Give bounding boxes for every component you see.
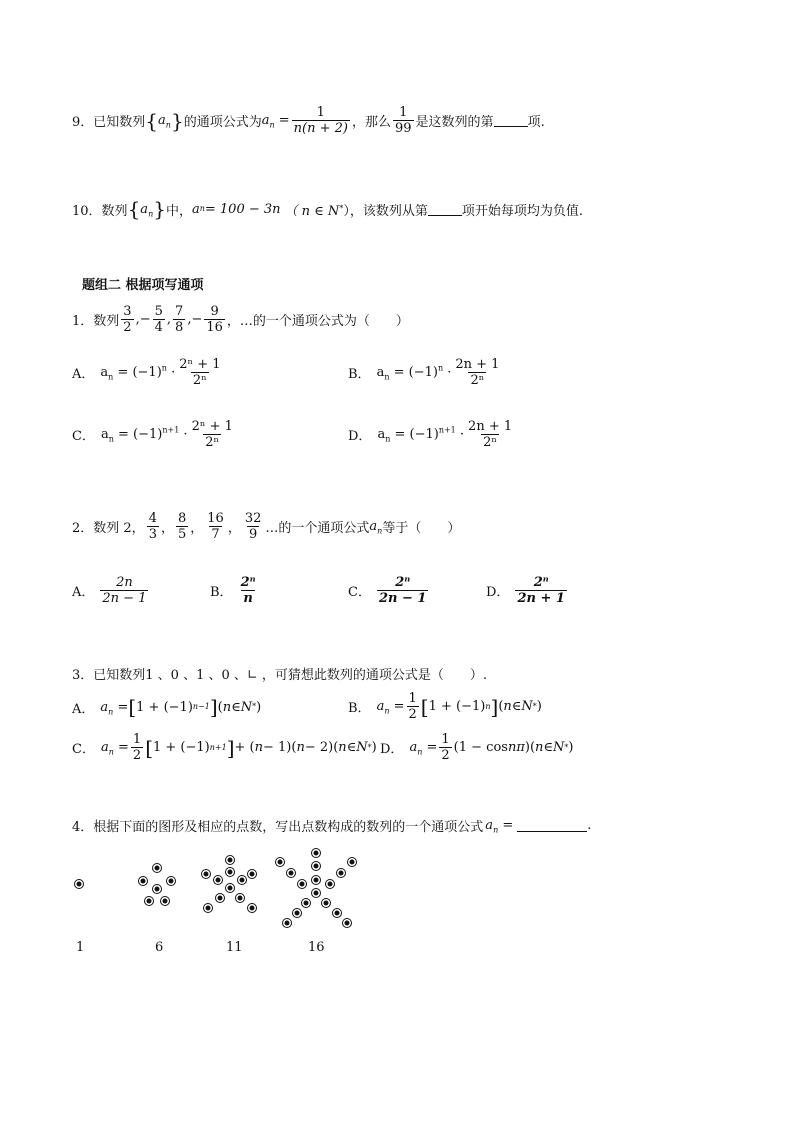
dot xyxy=(226,868,234,876)
answer-blank[interactable] xyxy=(494,114,528,127)
question-number: 9． xyxy=(72,115,94,131)
sequence-term: $\frac{32}{9}$ xyxy=(244,511,262,542)
dot xyxy=(226,856,234,864)
dot-count-label: 6 xyxy=(155,940,164,955)
dot xyxy=(312,862,320,870)
question-number: 10． xyxy=(72,203,102,219)
option-fraction: $\frac{\text{2ⁿ}}{2n + 1}$ xyxy=(517,575,565,606)
problem-number: 3． xyxy=(72,668,94,683)
dot xyxy=(298,880,306,888)
problem-text: 根据下面的图形及相应的点数，写出点数构成的数列的一个通项公式 xyxy=(93,820,484,835)
value-fraction: $\frac{1}{99}$ xyxy=(395,105,412,136)
sequence-term: $\frac{4}{3}$ xyxy=(148,511,157,542)
answer-blank[interactable] xyxy=(517,819,587,832)
dot xyxy=(75,880,83,888)
p2-option-b[interactable]: B． $\frac{\text{2ⁿ}}{n}$ xyxy=(210,575,256,606)
dot xyxy=(312,876,320,884)
question-9: 9． 已知数列 { $a_n$ } 的通项公式为 $a_n$ = $\frac{1}{n(n + 2)}$ ，那么 $\frac{1}{99}$ 是这数列的第 项. xyxy=(72,105,545,136)
option-fraction: $\frac{\text{2ⁿ + 1}}{\text{2ⁿ}}$ xyxy=(179,357,221,388)
problem-number: 2． xyxy=(72,521,94,537)
problem-text: 数列 2， xyxy=(93,521,145,537)
question-text: 的通项公式为 xyxy=(183,115,262,131)
problem-2: 2． 数列 2， $\frac{4}{3}$ ， $\frac{8}{5}$ ， $\frac{16}{7}$ ， $\frac{32}{9}$ …的一个通项公式 $a_n$ 等于（ ） xyxy=(72,511,461,542)
dot xyxy=(287,869,295,877)
option-fraction: $\frac{2n}{2n - 1}$ xyxy=(102,575,147,606)
section-title: 题组二 根据项写通项 xyxy=(82,278,204,293)
dot xyxy=(248,904,256,912)
p3-option-d[interactable]: D． $a_n$ = $\frac{1}{2}$ (1 − cos nπ )( n ∈ N * ) xyxy=(380,732,574,763)
dot-count-label: 11 xyxy=(226,940,243,955)
p1-option-c[interactable]: C． $a_n = (-1)^{n+1}$ · $\frac{\text{2ⁿ + 1}}{\text{2ⁿ}}$ xyxy=(72,419,233,450)
p2-option-a[interactable]: A． $\frac{2n}{2n - 1}$ xyxy=(72,575,147,606)
question-text: ，那么 xyxy=(351,115,391,131)
dot xyxy=(326,880,334,888)
p1-option-a[interactable]: A． $a_n = (-1)^n$ · $\frac{\text{2ⁿ + 1}}{\text{2ⁿ}}$ xyxy=(72,357,221,388)
p3-option-a[interactable]: A． $a_n$ = [ 1 + (−1) n−1 ] ( n ∈ N * ) xyxy=(72,695,262,719)
sequence-term: $\frac{5}{4}$ xyxy=(154,304,163,335)
dot xyxy=(322,899,330,907)
sequence-term: $\frac{16}{7}$ xyxy=(207,511,224,542)
problem-text: 已知数列1 、0 、1 、0 、∟ ，可猜想此数列的通项公式是（ ）. xyxy=(93,668,488,683)
dot xyxy=(236,894,244,902)
question-text: 数列 xyxy=(101,203,128,219)
dot xyxy=(145,897,153,905)
problem-number: 4． xyxy=(72,820,94,835)
sequence-term: $\frac{3}{2}$ xyxy=(123,304,132,335)
half-fraction: $\frac{1}{2}$ xyxy=(132,732,142,763)
question-10: 10． 数列 { $a_n$ } 中， a n = 100 − 3n （ n ∈ N * ），该数列从第 项开始每项均为负值. xyxy=(72,197,583,221)
p2-option-c[interactable]: C． $\frac{\text{2ⁿ}}{2n - 1}$ xyxy=(348,575,427,606)
dot xyxy=(283,919,291,927)
dot xyxy=(312,889,320,897)
option-fraction: $\frac{\text{2ⁿ + 1}}{\text{2ⁿ}}$ xyxy=(191,419,233,450)
dot xyxy=(167,877,175,885)
sequence-term: $\frac{8}{5}$ xyxy=(177,511,187,542)
general-term-fraction: $\frac{1}{n(n + 2)}$ xyxy=(293,105,348,136)
answer-blank[interactable] xyxy=(428,203,462,216)
question-text: 中， xyxy=(165,203,192,219)
dot xyxy=(139,877,147,885)
dot xyxy=(276,858,284,866)
dot xyxy=(238,876,246,884)
problem-text: 等于（ ） xyxy=(382,521,461,537)
half-fraction: $\frac{1}{2}$ xyxy=(441,732,450,763)
problem-4: 4． 根据下面的图形及相应的点数，写出点数构成的数列的一个通项公式 $a_n$ = . xyxy=(72,818,592,835)
dot xyxy=(226,884,234,892)
question-text: 项开始每项均为负值. xyxy=(461,203,583,219)
dot xyxy=(333,909,341,917)
sequence-term: $\frac{9}{16}$ xyxy=(206,304,223,335)
question-text: 项. xyxy=(527,115,545,131)
dot-count-label: 16 xyxy=(308,940,325,955)
dot xyxy=(216,894,224,902)
half-fraction: $\frac{1}{2}$ xyxy=(408,691,417,722)
dot xyxy=(161,897,169,905)
p1-option-d[interactable]: D． $a_n = (-1)^{n+1}$ · $\frac{2n + 1}{\text{2ⁿ}}$ xyxy=(348,419,513,450)
problem-text: …的一个通项公式 xyxy=(265,521,370,537)
dot xyxy=(153,885,161,893)
dot xyxy=(343,919,351,927)
dot xyxy=(348,858,356,866)
dot xyxy=(312,849,320,857)
option-fraction: $\frac{2n + 1}{\text{2ⁿ}}$ xyxy=(455,357,500,388)
dot xyxy=(337,869,345,877)
p3-option-c[interactable]: C． $a_n$ = $\frac{1}{2}$ [ 1 + (−1) n+1 ] + ( n − 1)( n − 2)( n ∈ N * ) xyxy=(72,732,377,763)
dot-count-label: 1 xyxy=(76,940,85,955)
dot xyxy=(202,870,210,878)
dot xyxy=(293,909,301,917)
problem-3 xyxy=(72,664,487,683)
question-text: 已知数列 xyxy=(93,115,146,131)
question-text: 是这数列的第 xyxy=(415,115,494,131)
p3-option-b[interactable]: B． $a_n$ = $\frac{1}{2}$ [ 1 + (−1) n ] ( n ∈ N * ) xyxy=(348,691,542,722)
option-fraction: $\frac{\text{2ⁿ}}{n}$ xyxy=(240,575,256,606)
question-text: ），该数列从第 xyxy=(343,203,428,219)
p1-option-b[interactable]: B． $a_n = (-1)^n$ · $\frac{2n + 1}{\text{2ⁿ}}$ xyxy=(348,357,500,388)
problem-text: 数列 xyxy=(93,314,120,330)
dot xyxy=(248,870,256,878)
dot xyxy=(204,904,212,912)
option-fraction: $\frac{2n + 1}{\text{2ⁿ}}$ xyxy=(468,419,513,450)
sequence-term: $\frac{7}{8}$ xyxy=(175,304,184,335)
problem-1: 1． 数列 $\frac{3}{2}$ ,− $\frac{5}{4}$ , $\frac{7}{8}$ ,− $\frac{9}{16}$ ，…的一个通项公式为（ ） xyxy=(72,304,409,335)
dot xyxy=(214,876,222,884)
problem-text: ，…的一个通项公式为（ ） xyxy=(226,314,409,330)
dot xyxy=(302,899,310,907)
p2-option-d[interactable]: D． $\frac{\text{2ⁿ}}{2n + 1}$ xyxy=(486,575,565,606)
dot xyxy=(153,864,161,872)
option-fraction: $\frac{\text{2ⁿ}}{2n - 1}$ xyxy=(378,575,427,606)
problem-number: 1． xyxy=(72,314,94,330)
